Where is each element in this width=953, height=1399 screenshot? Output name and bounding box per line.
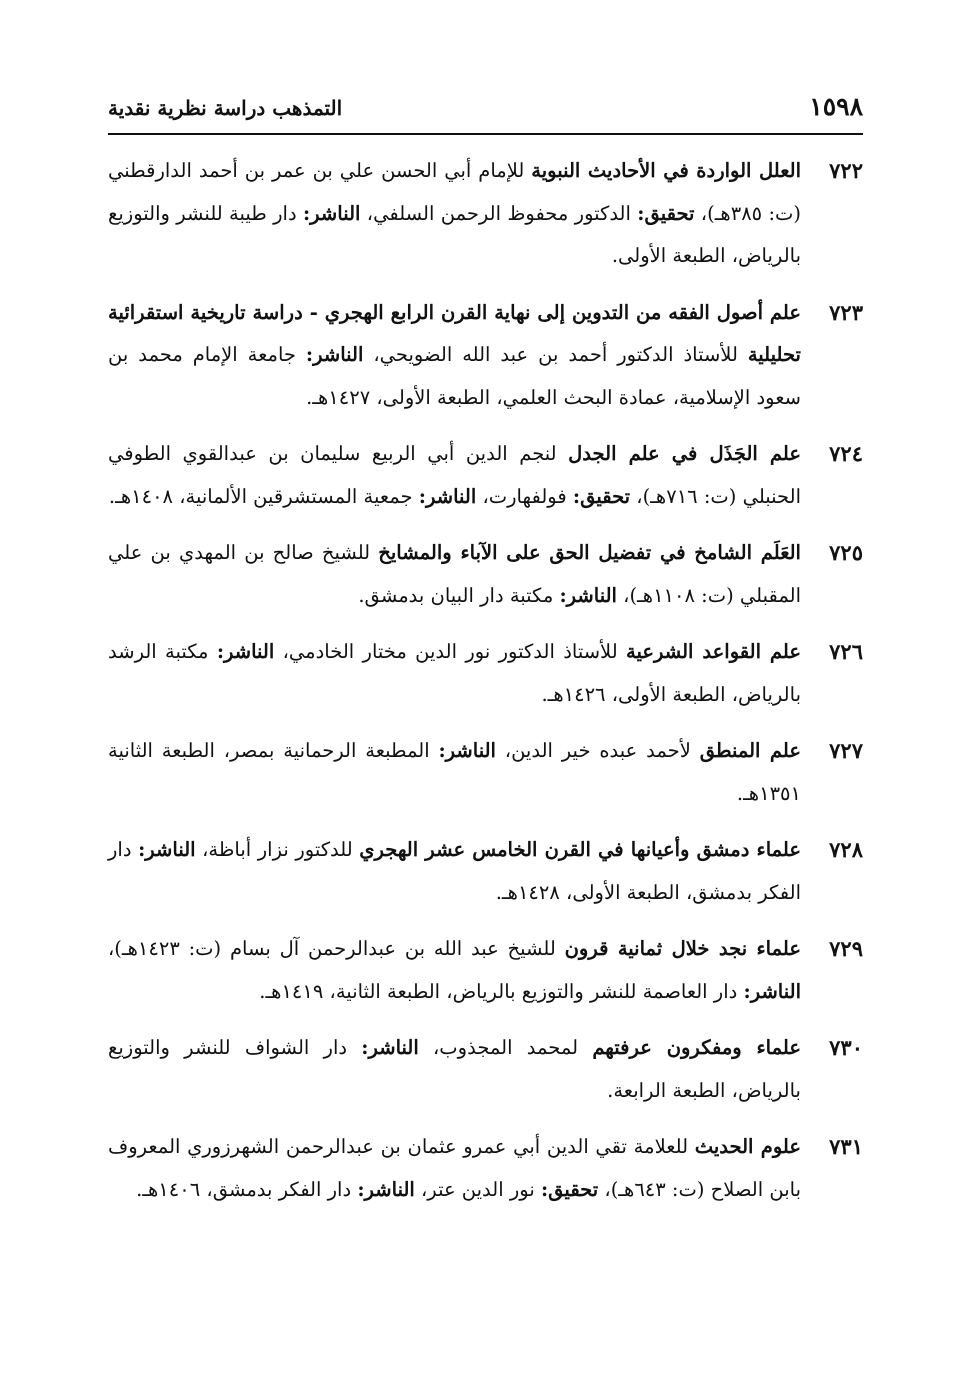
entry-title: العَلَم الشامخ في تفضيل الحق على الآباء والمشايخ <box>378 541 801 564</box>
bibliography-list <box>108 150 863 1225</box>
entry-title: علم الجَذَل في علم الجدل <box>568 442 801 465</box>
entry-number: ٧٢٣ <box>829 299 863 325</box>
entry-label: الناشر: <box>302 201 361 225</box>
entry-text: لأحمد عبده خير الدين، <box>495 739 700 762</box>
page-header <box>108 92 863 132</box>
entry-title: علم أصول الفقه من التدوين إلى نهاية القرن الرابع الهجري - دراسة تاريخية استقرائية تحليلية <box>108 300 801 366</box>
entry-text: نور الدين عتر، <box>414 1177 541 1201</box>
entry-label: تحقيق: <box>540 1177 599 1201</box>
entry-label: الناشر: <box>361 1036 419 1059</box>
entry-text: للعلامة تقي الدين أبي عمرو عثمان بن عبدالرحمن الشهرزوري المعروف بابن الصلاح (ت: ٦٤٣هـ)، <box>108 1135 801 1201</box>
entry-text: للأستاذ الدكتور أحمد بن عبد الله الضويحي، <box>363 343 748 366</box>
bibliography-entry <box>108 532 863 617</box>
entry-label: الناشر: <box>418 484 477 508</box>
entry-label: الناشر: <box>216 640 275 663</box>
entry-text: دار طيبة للنشر والتوزيع بالرياض، الطبعة الأولى. <box>108 201 801 267</box>
bibliography-entry <box>108 730 863 815</box>
bibliography-entry <box>108 1027 863 1112</box>
entry-title: علماء نجد خلال ثمانية قرون <box>564 937 801 960</box>
entry-text: جامعة الإمام محمد بن سعود الإسلامية، عمادة البحث العلمي، الطبعة الأولى، ١٤٢٧هـ. <box>108 343 801 409</box>
entry-text: دار الشواف للنشر والتوزيع بالرياض، الطبعة الرابعة. <box>108 1036 801 1102</box>
entry-text: لمحمد المجذوب، <box>418 1036 593 1059</box>
running-title: التمذهب دراسة نظرية نقدية <box>108 96 343 120</box>
bibliography-entry <box>108 631 863 716</box>
entry-title: علم القواعد الشرعية <box>625 640 801 663</box>
entry-number: ٧٢٢ <box>829 158 863 183</box>
entry-label: الناشر: <box>138 838 196 861</box>
entry-text: لنجم الدين أبي الربيع سليمان بن عبدالقوي الطوفي الحنبلي (ت: ٧١٦هـ)، <box>108 442 801 508</box>
entry-title: علوم الحديث <box>694 1135 801 1158</box>
entry-text: المطبعة الرحمانية بمصر، الطبعة الثانية ١٣٥١هـ. <box>108 739 801 805</box>
entry-text: للإمام أبي الحسن علي بن عمر بن أحمد الدارقطني (ت: ٣٨٥هـ)، <box>108 159 802 225</box>
entry-label: تحقيق: <box>637 201 695 225</box>
bibliography-entry <box>108 928 863 1013</box>
entry-number: ٧٢٨ <box>829 837 863 862</box>
entry-title: العلل الواردة في الأحاديث النبوية <box>531 159 801 182</box>
entry-label: الناشر: <box>559 583 617 607</box>
entry-label: الناشر: <box>438 739 496 762</box>
header-rule <box>108 133 863 135</box>
entry-number: ٧٢٤ <box>829 441 863 466</box>
entry-text: للأستاذ الدكتور نور الدين مختار الخادمي، <box>274 640 626 663</box>
entry-text: مكتبة دار البيان بدمشق. <box>358 583 560 607</box>
entry-text: للدكتور نزار أباظة، <box>195 838 360 861</box>
bibliography-entry <box>108 292 863 420</box>
entry-text: دار الفكر بدمشق، الطبعة الأولى، ١٤٢٨هـ. <box>108 838 801 904</box>
entry-number: ٧٢٩ <box>829 936 863 961</box>
entry-title: علماء دمشق وأعيانها في القرن الخامس عشر الهجري <box>359 838 802 861</box>
entry-number: ٧٢٦ <box>829 639 863 664</box>
entry-text: جمعية المستشرقين الألمانية، ١٤٠٨هـ. <box>108 484 419 508</box>
entry-text: دار الفكر بدمشق، ١٤٠٦هـ. <box>136 1177 358 1201</box>
entry-label: تحقيق: <box>572 484 631 508</box>
bibliography-entry <box>108 433 863 518</box>
entry-label: الناشر: <box>305 343 364 366</box>
entry-text: دار العاصمة للنشر والتوزيع بالرياض، الطبعة الثانية، ١٤١٩هـ. <box>259 979 744 1003</box>
entry-number: ٧٣١ <box>829 1134 863 1159</box>
entry-label: الناشر: <box>357 1177 415 1201</box>
entry-text: للشيخ عبد الله بن عبدالرحمن آل بسام (ت: ١٤٢٣هـ)، <box>108 937 565 960</box>
entry-text: الدكتور محفوظ الرحمن السلفي، <box>360 201 638 225</box>
page-number: ١٥٩٨ <box>809 92 863 121</box>
entry-label: الناشر: <box>743 979 801 1003</box>
bibliography-entry <box>108 150 863 278</box>
entry-text: فولفهارت، <box>476 484 573 508</box>
entry-text: للشيخ صالح بن المهدي بن علي المقبلي (ت: ١١٠٨هـ)، <box>108 541 801 607</box>
entry-number: ٧٢٥ <box>829 540 863 565</box>
entry-title: علماء ومفكرون عرفتهم <box>592 1036 801 1059</box>
entry-title: علم المنطق <box>699 739 801 762</box>
entry-number: ٧٣٠ <box>829 1035 863 1060</box>
bibliography-entry <box>108 1126 863 1211</box>
bibliography-entry <box>108 829 863 914</box>
entry-number: ٧٢٧ <box>829 738 863 763</box>
entry-text: مكتبة الرشد بالرياض، الطبعة الأولى، ١٤٢٦هـ. <box>108 640 801 706</box>
